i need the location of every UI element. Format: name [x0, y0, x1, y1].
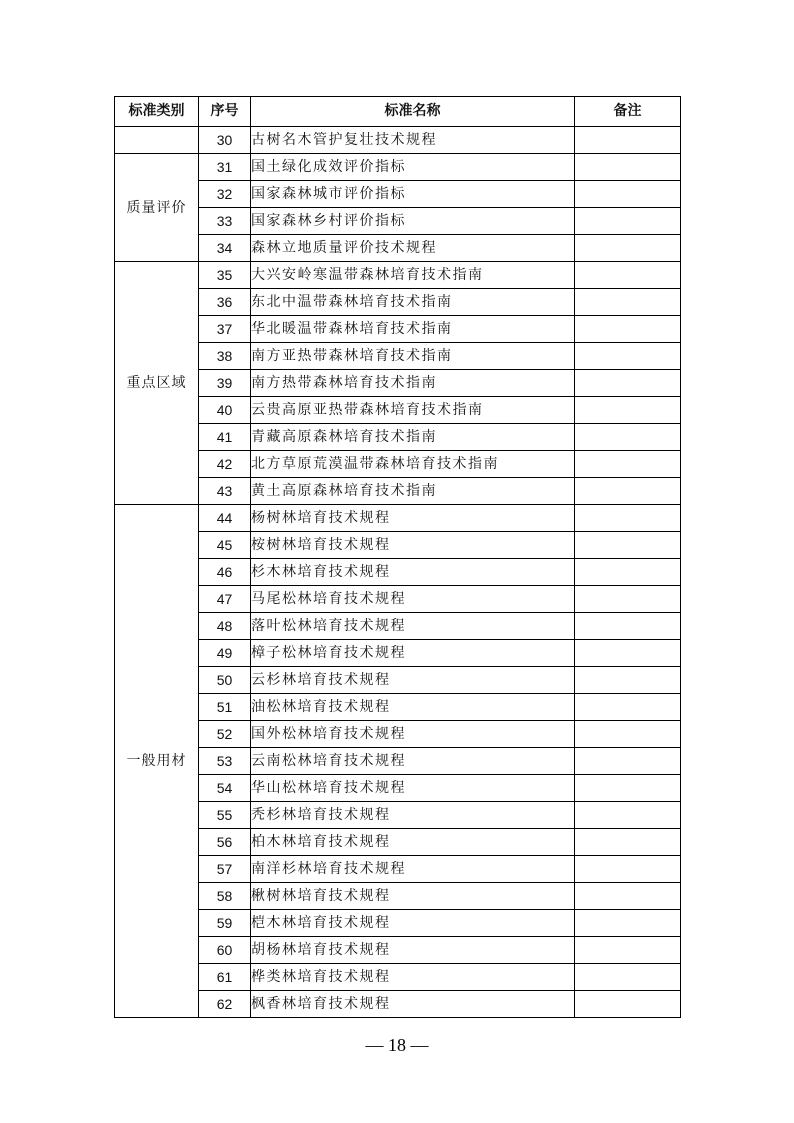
number-cell: 41 — [199, 424, 251, 451]
page-number: — 18 — — [365, 1035, 429, 1055]
remarks-cell — [575, 181, 681, 208]
table-row — [115, 640, 681, 667]
table-row — [115, 667, 681, 694]
remarks-cell — [575, 721, 681, 748]
table-row — [115, 316, 681, 343]
table-row — [115, 289, 681, 316]
remarks-cell — [575, 991, 681, 1018]
header-number: 序号 — [199, 97, 251, 127]
number-cell: 36 — [199, 289, 251, 316]
number-cell: 35 — [199, 262, 251, 289]
remarks-cell — [575, 883, 681, 910]
standard-name-cell: 南方热带森林培育技术指南 — [251, 370, 575, 397]
standard-name-cell: 华北暖温带森林培育技术指南 — [251, 316, 575, 343]
standard-name-cell: 杉木林培育技术规程 — [251, 559, 575, 586]
remarks-cell — [575, 208, 681, 235]
number-cell: 46 — [199, 559, 251, 586]
table-row — [115, 208, 681, 235]
number-cell: 37 — [199, 316, 251, 343]
remarks-cell — [575, 397, 681, 424]
number-cell: 49 — [199, 640, 251, 667]
remarks-cell — [575, 154, 681, 181]
standard-name-cell: 青藏高原森林培育技术指南 — [251, 424, 575, 451]
table-row — [115, 613, 681, 640]
standard-name-cell: 马尾松林培育技术规程 — [251, 586, 575, 613]
number-cell: 31 — [199, 154, 251, 181]
header-category: 标准类别 — [115, 97, 199, 127]
table-row — [115, 127, 681, 154]
number-cell: 48 — [199, 613, 251, 640]
number-cell: 38 — [199, 343, 251, 370]
remarks-cell — [575, 802, 681, 829]
standard-name-cell: 黄土高原森林培育技术指南 — [251, 478, 575, 505]
category-cell — [115, 127, 199, 154]
table-row — [115, 181, 681, 208]
remarks-cell — [575, 937, 681, 964]
remarks-cell — [575, 694, 681, 721]
number-cell: 60 — [199, 937, 251, 964]
number-cell: 62 — [199, 991, 251, 1018]
remarks-cell — [575, 856, 681, 883]
number-cell: 43 — [199, 478, 251, 505]
standard-name-cell: 杨树林培育技术规程 — [251, 505, 575, 532]
header-remarks: 备注 — [575, 97, 681, 127]
category-cell: 一般用材 — [115, 505, 199, 1018]
table-row — [115, 721, 681, 748]
standards-table-container — [114, 96, 680, 1018]
table-row — [115, 586, 681, 613]
number-cell: 40 — [199, 397, 251, 424]
header-standard-name: 标准名称 — [251, 97, 575, 127]
standard-name-cell: 云贵高原亚热带森林培育技术指南 — [251, 397, 575, 424]
number-cell: 61 — [199, 964, 251, 991]
standard-name-cell: 国家森林城市评价指标 — [251, 181, 575, 208]
remarks-cell — [575, 910, 681, 937]
table-row — [115, 532, 681, 559]
standard-name-cell: 落叶松林培育技术规程 — [251, 613, 575, 640]
standard-name-cell: 桤木林培育技术规程 — [251, 910, 575, 937]
standard-name-cell: 秃杉林培育技术规程 — [251, 802, 575, 829]
table-row — [115, 964, 681, 991]
remarks-cell — [575, 451, 681, 478]
standard-name-cell: 南方亚热带森林培育技术指南 — [251, 343, 575, 370]
number-cell: 53 — [199, 748, 251, 775]
standards-table — [114, 96, 681, 1018]
remarks-cell — [575, 559, 681, 586]
table-header-row — [115, 97, 681, 127]
table-row — [115, 154, 681, 181]
remarks-cell — [575, 478, 681, 505]
remarks-cell — [575, 424, 681, 451]
number-cell: 44 — [199, 505, 251, 532]
table-row — [115, 424, 681, 451]
number-cell: 32 — [199, 181, 251, 208]
number-cell: 47 — [199, 586, 251, 613]
remarks-cell — [575, 640, 681, 667]
table-row — [115, 883, 681, 910]
remarks-cell — [575, 262, 681, 289]
remarks-cell — [575, 748, 681, 775]
standard-name-cell: 南洋杉林培育技术规程 — [251, 856, 575, 883]
remarks-cell — [575, 532, 681, 559]
table-row — [115, 910, 681, 937]
remarks-cell — [575, 613, 681, 640]
table-row — [115, 829, 681, 856]
remarks-cell — [575, 586, 681, 613]
table-row — [115, 748, 681, 775]
number-cell: 59 — [199, 910, 251, 937]
table-row — [115, 343, 681, 370]
remarks-cell — [575, 505, 681, 532]
table-row — [115, 370, 681, 397]
standard-name-cell: 楸树林培育技术规程 — [251, 883, 575, 910]
standard-name-cell: 云杉林培育技术规程 — [251, 667, 575, 694]
number-cell: 52 — [199, 721, 251, 748]
standard-name-cell: 油松林培育技术规程 — [251, 694, 575, 721]
number-cell: 30 — [199, 127, 251, 154]
remarks-cell — [575, 667, 681, 694]
standard-name-cell: 森林立地质量评价技术规程 — [251, 235, 575, 262]
table-row — [115, 262, 681, 289]
remarks-cell — [575, 829, 681, 856]
standard-name-cell: 胡杨林培育技术规程 — [251, 937, 575, 964]
remarks-cell — [575, 775, 681, 802]
category-cell: 质量评价 — [115, 154, 199, 262]
standard-name-cell: 国外松林培育技术规程 — [251, 721, 575, 748]
table-row — [115, 451, 681, 478]
number-cell: 34 — [199, 235, 251, 262]
number-cell: 45 — [199, 532, 251, 559]
standard-name-cell: 东北中温带森林培育技术指南 — [251, 289, 575, 316]
number-cell: 39 — [199, 370, 251, 397]
table-row — [115, 235, 681, 262]
remarks-cell — [575, 127, 681, 154]
standard-name-cell: 国家森林乡村评价指标 — [251, 208, 575, 235]
table-row — [115, 775, 681, 802]
number-cell: 54 — [199, 775, 251, 802]
standard-name-cell: 柏木林培育技术规程 — [251, 829, 575, 856]
table-row — [115, 937, 681, 964]
table-row — [115, 991, 681, 1018]
standard-name-cell: 枫香林培育技术规程 — [251, 991, 575, 1018]
standard-name-cell: 国土绿化成效评价指标 — [251, 154, 575, 181]
number-cell: 57 — [199, 856, 251, 883]
table-row — [115, 559, 681, 586]
remarks-cell — [575, 343, 681, 370]
standard-name-cell: 华山松林培育技术规程 — [251, 775, 575, 802]
number-cell: 42 — [199, 451, 251, 478]
table-row — [115, 856, 681, 883]
table-row — [115, 478, 681, 505]
number-cell: 51 — [199, 694, 251, 721]
table-body — [115, 127, 681, 1018]
table-row — [115, 397, 681, 424]
number-cell: 50 — [199, 667, 251, 694]
standard-name-cell: 桦类林培育技术规程 — [251, 964, 575, 991]
category-cell: 重点区域 — [115, 262, 199, 505]
remarks-cell — [575, 316, 681, 343]
remarks-cell — [575, 370, 681, 397]
table-row — [115, 505, 681, 532]
standard-name-cell: 桉树林培育技术规程 — [251, 532, 575, 559]
number-cell: 58 — [199, 883, 251, 910]
standard-name-cell: 古树名木管护复壮技术规程 — [251, 127, 575, 154]
remarks-cell — [575, 235, 681, 262]
standard-name-cell: 云南松林培育技术规程 — [251, 748, 575, 775]
standard-name-cell: 樟子松林培育技术规程 — [251, 640, 575, 667]
number-cell: 56 — [199, 829, 251, 856]
table-row — [115, 694, 681, 721]
remarks-cell — [575, 289, 681, 316]
number-cell: 55 — [199, 802, 251, 829]
standard-name-cell: 北方草原荒漠温带森林培育技术指南 — [251, 451, 575, 478]
standard-name-cell: 大兴安岭寒温带森林培育技术指南 — [251, 262, 575, 289]
number-cell: 33 — [199, 208, 251, 235]
table-row — [115, 802, 681, 829]
remarks-cell — [575, 964, 681, 991]
